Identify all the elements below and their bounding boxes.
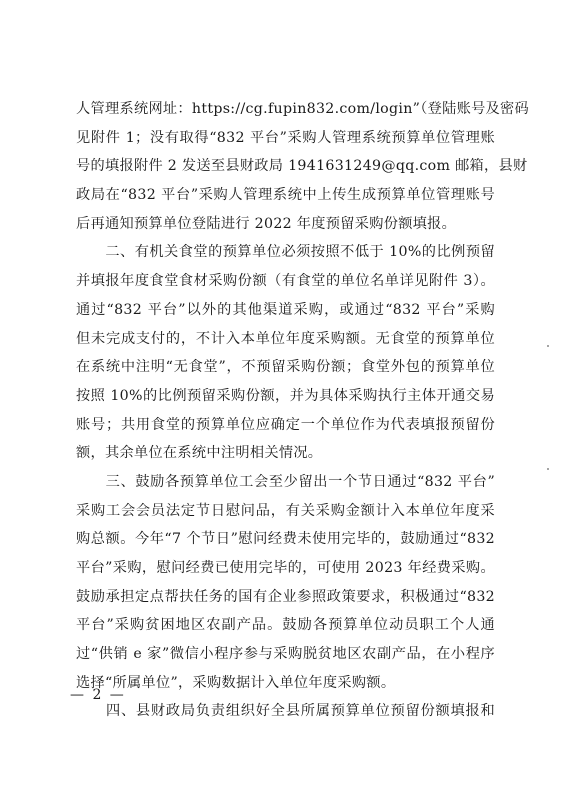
text-line: 在系统中注明“无食堂”，不预留采购份额；食堂外包的预算单位 — [76, 359, 495, 376]
text-line: 四、县财政局负责组织好全县所属预算单位预留份额填报和 — [76, 703, 495, 720]
text-line: 过“供销 e 家”微信小程序参与采购脱贫地区农副产品，在小程序 — [76, 646, 495, 663]
text-line: 购总额。今年“7 个节日”慰问经费未使用完毕的，鼓励通过“832 — [76, 531, 495, 548]
margin-mark — [547, 345, 549, 347]
text-line: 号的填报附件 2 发送至县财政局 1941631249@qq.com 邮箱，县财 — [76, 158, 528, 175]
text-line: 见附件 1；没有取得“832 平台”采购人管理系统预算单位管理账 — [76, 129, 495, 146]
text-line: 政局在“832 平台”采购人管理系统中上传生成预算单位管理账号 — [76, 187, 495, 204]
page-number: — 2 — — [70, 687, 126, 703]
text-line: 鼓励承担定点帮扶任务的国有企业参照政策要求，积极通过“832 — [76, 588, 495, 605]
text-line: 平台”采购，慰问经费已使用完毕的，可使用 2023 年经费采购。 — [76, 560, 495, 576]
text-line: 通过“832 平台”以外的其他渠道采购，或通过“832 平台”采购 — [76, 301, 495, 318]
margin-mark — [547, 468, 549, 470]
text-line: 三、鼓励各预算单位工会至少留出一个节日通过“832 平台” — [76, 473, 495, 490]
text-line: 账号；共用食堂的预算单位应确定一个单位作为代表填报预留份 — [76, 416, 495, 433]
text-line: 额，其余单位在系统中注明相关情况。 — [76, 445, 323, 462]
text-line: 人管理系统网址：https://cg.fupin832.com/login”（登陆账号及密码 — [76, 101, 530, 117]
text-line: 采购工会会员法定节日慰问品，有关采购金额计入本单位年度采 — [76, 502, 495, 519]
text-line: 选择“所属单位”，采购数据计入单位年度采购额。 — [76, 674, 396, 691]
text-line: 后再通知预算单位登陆进行 2022 年度预留采购份额填报。 — [76, 215, 457, 232]
text-line: 按照 10%的比例预留采购份额，并为具体采购执行主体开通交易 — [76, 387, 495, 404]
text-line: 平台”采购贫困地区农副产品。鼓励各预算单位动员职工个人通 — [76, 617, 495, 634]
text-line: 但未完成支付的，不计入本单位年度采购额。无食堂的预算单位 — [76, 330, 495, 347]
text-line: 二、有机关食堂的预算单位必须按照不低于 10%的比例预留 — [76, 244, 495, 261]
document-body — [76, 95, 530, 726]
text-line: 并填报年度食堂食材采购份额（有食堂的单位名单详见附件 3）。 — [76, 273, 495, 290]
